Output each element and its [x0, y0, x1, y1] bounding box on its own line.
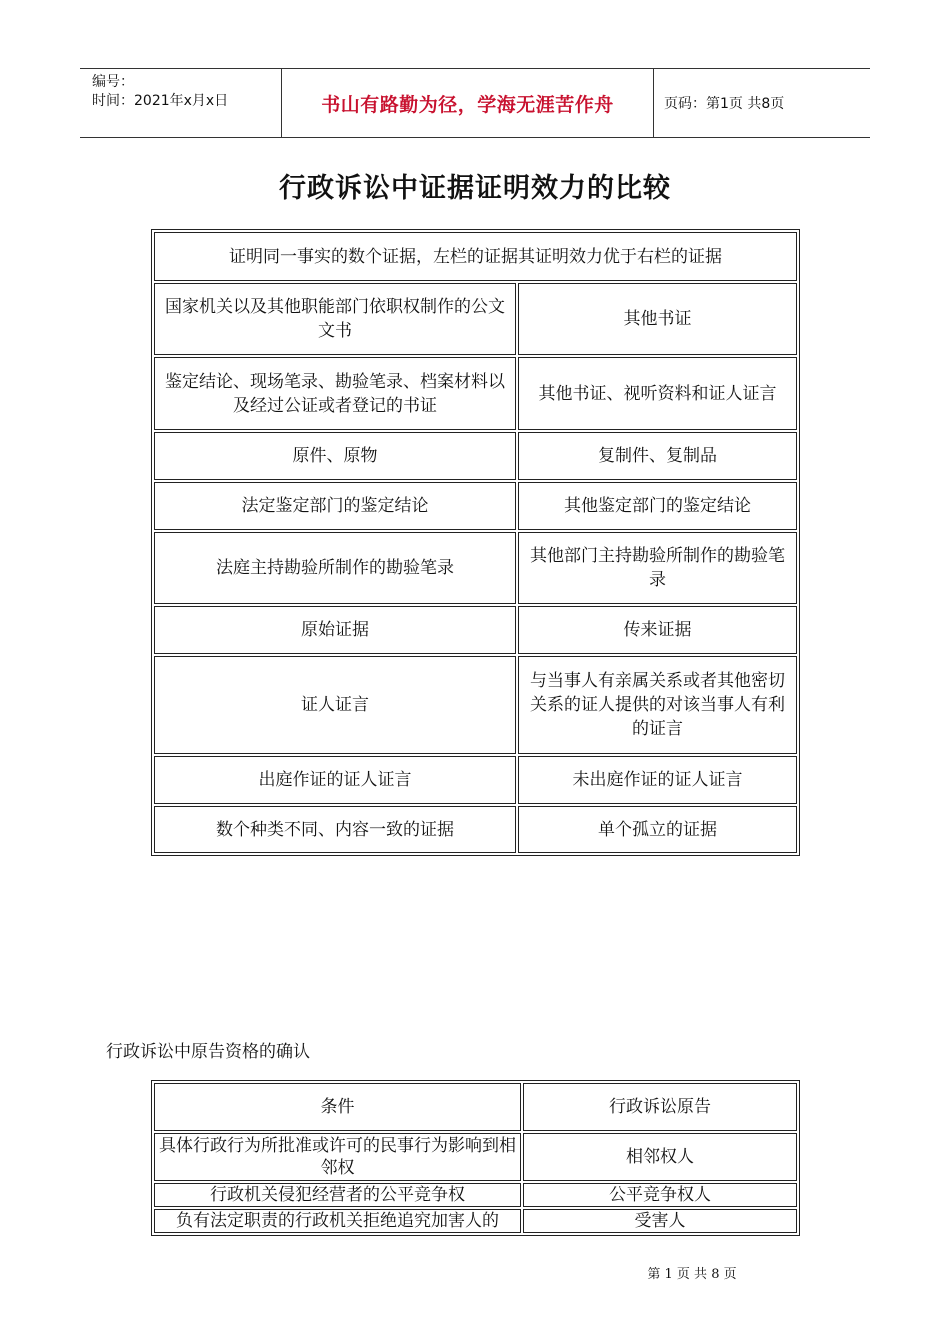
table-row — [154, 1133, 797, 1181]
table-row — [154, 532, 797, 604]
weaker-evidence-cell: 单个孤立的证据 — [518, 806, 797, 853]
page-footer: 第 1 页 共 8 页 — [647, 1267, 737, 1282]
stronger-evidence-cell: 法定鉴定部门的鉴定结论 — [154, 482, 516, 530]
table-row — [154, 1183, 797, 1207]
header-meta — [80, 69, 282, 137]
table-row — [154, 656, 797, 754]
table-heading: 证明同一事实的数个证据，左栏的证据其证明效力优于右栏的证据 — [154, 232, 797, 281]
section-subtitle: 行政诉讼中原告资格的确认 — [106, 1042, 310, 1062]
table-row — [154, 806, 797, 853]
table-row — [154, 756, 797, 804]
table-header-row — [154, 1083, 797, 1131]
weaker-evidence-cell: 其他书证、视听资料和证人证言 — [518, 357, 797, 430]
date-label: 时间：2021年x月x日 — [92, 93, 229, 109]
condition-cell: 负有法定职责的行政机关拒绝追究加害人的 — [154, 1209, 521, 1233]
stronger-evidence-cell: 原始证据 — [154, 606, 516, 654]
document-title: 行政诉讼中证据证明效力的比较 — [279, 173, 671, 204]
table-row — [154, 482, 797, 530]
stronger-evidence-cell: 出庭作证的证人证言 — [154, 756, 516, 804]
evidence-comparison-table — [151, 229, 800, 856]
plaintiff-qualification-table — [151, 1080, 800, 1236]
stronger-evidence-cell: 原件、原物 — [154, 432, 516, 480]
page-header — [80, 68, 870, 138]
column-header-plaintiff: 行政诉讼原告 — [523, 1083, 797, 1131]
plaintiff-cell: 公平竞争权人 — [523, 1183, 797, 1207]
weaker-evidence-cell: 其他鉴定部门的鉴定结论 — [518, 482, 797, 530]
weaker-evidence-cell: 其他书证 — [518, 283, 797, 355]
stronger-evidence-cell: 法庭主持勘验所制作的勘验笔录 — [154, 532, 516, 604]
stronger-evidence-cell: 国家机关以及其他职能部门依职权制作的公文文书 — [154, 283, 516, 355]
table-row — [154, 283, 797, 355]
condition-cell: 具体行政行为所批准或许可的民事行为影响到相邻权 — [154, 1133, 521, 1181]
table-row — [154, 606, 797, 654]
plaintiff-cell: 受害人 — [523, 1209, 797, 1233]
stronger-evidence-cell: 证人证言 — [154, 656, 516, 754]
header-page-info: 页码：第1页 共8页 — [664, 96, 785, 112]
table-row — [154, 1209, 797, 1233]
column-header-condition: 条件 — [154, 1083, 521, 1131]
condition-cell: 行政机关侵犯经营者的公平竞争权 — [154, 1183, 521, 1207]
stronger-evidence-cell: 数个种类不同、内容一致的证据 — [154, 806, 516, 853]
stronger-evidence-cell: 鉴定结论、现场笔录、勘验笔录、档案材料以及经过公证或者登记的书证 — [154, 357, 516, 430]
weaker-evidence-cell: 复制件、复制品 — [518, 432, 797, 480]
weaker-evidence-cell: 未出庭作证的证人证言 — [518, 756, 797, 804]
header-motto: 书山有路勤为径，学海无涯苦作舟 — [282, 69, 654, 137]
weaker-evidence-cell: 传来证据 — [518, 606, 797, 654]
table-row — [154, 357, 797, 430]
serial-number-label: 编号： — [92, 74, 134, 90]
plaintiff-cell: 相邻权人 — [523, 1133, 797, 1181]
table-row — [154, 432, 797, 480]
weaker-evidence-cell: 与当事人有亲属关系或者其他密切关系的证人提供的对该当事人有利的证言 — [518, 656, 797, 754]
weaker-evidence-cell: 其他部门主持勘验所制作的勘验笔录 — [518, 532, 797, 604]
